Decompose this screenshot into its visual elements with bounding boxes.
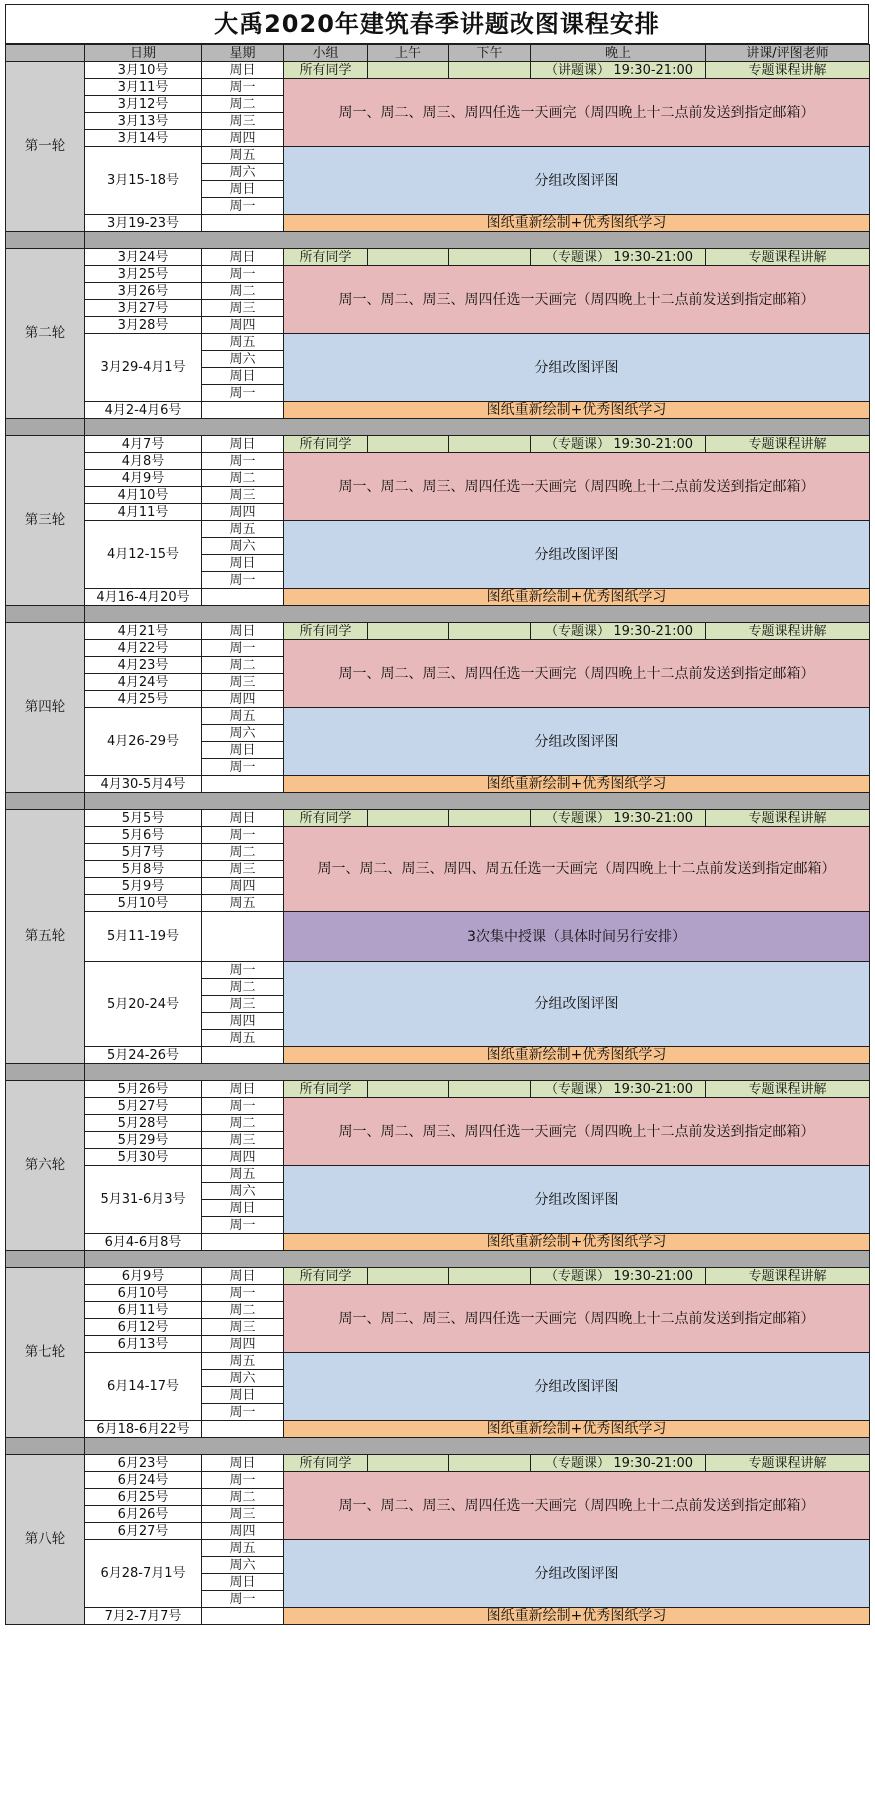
weekday-cell: 周三 [201, 1131, 284, 1149]
date-cell: 6月10号 [84, 1284, 202, 1302]
date-cell: 5月9号 [84, 877, 202, 895]
redraw-date: 7月2-7月7号 [84, 1607, 202, 1625]
lecture-kind: （专题课） [545, 1268, 611, 1284]
round-label: 第二轮 [5, 248, 85, 419]
weekday-cell: 周二 [201, 282, 284, 300]
date-cell: 4月22号 [84, 639, 202, 657]
redraw-session: 图纸重新绘制+优秀图纸学习 [283, 588, 870, 606]
round-label: 第七轮 [5, 1267, 85, 1438]
lecture-time: 19:30-21:00 [613, 1268, 693, 1284]
review-weekday: 周一 [201, 384, 284, 402]
review-weekday: 周五 [201, 1352, 284, 1370]
drawing-task: 周一、周二、周三、周四、周五任选一天画完（周四晚上十二点前发送到指定邮箱） [283, 826, 870, 912]
weekday-cell: 周二 [201, 469, 284, 487]
review-session: 分组改图评图 [283, 1539, 870, 1608]
weekday-cell: 周四 [201, 690, 284, 708]
round-separator [84, 792, 870, 810]
date-cell: 3月26号 [84, 282, 202, 300]
weekday-cell: 周一 [201, 78, 284, 96]
lecture-group: 所有同学 [283, 248, 368, 266]
date-cell: 6月11号 [84, 1301, 202, 1319]
round-label: 第三轮 [5, 435, 85, 606]
weekday-cell: 周一 [201, 1097, 284, 1115]
drawing-task: 周一、周二、周三、周四任选一天画完（周四晚上十二点前发送到指定邮箱） [283, 639, 870, 708]
lecture-evening [530, 1267, 706, 1285]
round-label: 第四轮 [5, 622, 85, 793]
weekday-cell: 周一 [201, 639, 284, 657]
review-weekday: 周五 [201, 520, 284, 538]
review-weekday: 周一 [201, 197, 284, 215]
weekday-cell: 周三 [201, 860, 284, 878]
date-cell: 5月6号 [84, 826, 202, 844]
lecture-time: 19:30-21:00 [613, 249, 693, 265]
date-cell: 6月25号 [84, 1488, 202, 1506]
header-teacher: 讲课/评图老师 [705, 44, 870, 62]
weekday-cell: 周二 [201, 1114, 284, 1132]
weekday-cell: 周二 [201, 843, 284, 861]
weekday-cell: 周四 [201, 503, 284, 521]
drawing-task: 周一、周二、周三、周四任选一天画完（周四晚上十二点前发送到指定邮箱） [283, 1284, 870, 1353]
weekday-cell: 周三 [201, 112, 284, 130]
redraw-session: 图纸重新绘制+优秀图纸学习 [283, 1607, 870, 1625]
review-weekday: 周日 [201, 180, 284, 198]
lecture-kind: （专题课） [545, 1081, 611, 1097]
lecture-kind: （讲题课） [545, 62, 611, 78]
review-weekday: 周日 [201, 1573, 284, 1591]
weekday-cell: 周五 [201, 894, 284, 912]
date-cell: 6月12号 [84, 1318, 202, 1336]
lecture-time: 19:30-21:00 [613, 623, 693, 639]
weekday-cell: 周日 [201, 809, 284, 827]
review-weekday: 周五 [201, 146, 284, 164]
drawing-task: 周一、周二、周三、周四任选一天画完（周四晚上十二点前发送到指定邮箱） [283, 78, 870, 147]
weekday-cell: 周一 [201, 1471, 284, 1489]
review-weekday: 周五 [201, 707, 284, 725]
redraw-date: 4月2-4月6号 [84, 401, 202, 419]
lecture-group: 所有同学 [283, 61, 368, 79]
review-weekday: 周一 [201, 961, 284, 979]
round-separator [84, 1437, 870, 1455]
lecture-group: 所有同学 [283, 1267, 368, 1285]
review-session: 分组改图评图 [283, 520, 870, 589]
lecture-group: 所有同学 [283, 809, 368, 827]
date-cell: 4月9号 [84, 469, 202, 487]
review-weekday: 周日 [201, 741, 284, 759]
review-date: 6月28-7月1号 [84, 1539, 202, 1608]
lecture-teacher: 专题课程讲解 [705, 1267, 870, 1285]
review-weekday: 周六 [201, 724, 284, 742]
review-weekday: 周日 [201, 554, 284, 572]
review-weekday: 周日 [201, 1386, 284, 1404]
redraw-weekday-empty [201, 1233, 284, 1251]
lecture-morning-empty [367, 1080, 449, 1098]
lecture-morning-empty [367, 809, 449, 827]
lecture-group: 所有同学 [283, 435, 368, 453]
drawing-task: 周一、周二、周三、周四任选一天画完（周四晚上十二点前发送到指定邮箱） [283, 1471, 870, 1540]
date-cell: 4月7号 [84, 435, 202, 453]
lecture-time: 19:30-21:00 [613, 62, 693, 78]
date-cell: 6月23号 [84, 1454, 202, 1472]
weekday-cell: 周二 [201, 656, 284, 674]
date-cell: 4月25号 [84, 690, 202, 708]
header-afternoon: 下午 [448, 44, 531, 62]
weekday-cell: 周三 [201, 299, 284, 317]
weekday-cell: 周日 [201, 1080, 284, 1098]
weekday-cell: 周三 [201, 486, 284, 504]
review-weekday: 周五 [201, 1165, 284, 1183]
review-weekday: 周五 [201, 1539, 284, 1557]
redraw-weekday-empty [201, 775, 284, 793]
redraw-session: 图纸重新绘制+优秀图纸学习 [283, 1420, 870, 1438]
weekday-cell: 周日 [201, 1454, 284, 1472]
review-date: 4月26-29号 [84, 707, 202, 776]
weekday-cell: 周日 [201, 435, 284, 453]
date-cell: 5月26号 [84, 1080, 202, 1098]
review-weekday: 周一 [201, 571, 284, 589]
lecture-teacher: 专题课程讲解 [705, 1454, 870, 1472]
lecture-morning-empty [367, 435, 449, 453]
lecture-kind: （专题课） [545, 436, 611, 452]
date-cell: 6月26号 [84, 1505, 202, 1523]
lecture-morning-empty [367, 1454, 449, 1472]
review-weekday: 周一 [201, 1590, 284, 1608]
date-cell: 4月23号 [84, 656, 202, 674]
weekday-cell: 周四 [201, 316, 284, 334]
lecture-morning-empty [367, 1267, 449, 1285]
date-cell: 5月28号 [84, 1114, 202, 1132]
lecture-evening [530, 435, 706, 453]
round-label: 第一轮 [5, 61, 85, 232]
redraw-date: 6月18-6月22号 [84, 1420, 202, 1438]
intensive-session: 3次集中授课（具体时间另行安排） [283, 911, 870, 962]
review-weekday: 周四 [201, 1012, 284, 1030]
review-weekday: 周六 [201, 1556, 284, 1574]
redraw-date: 6月4-6月8号 [84, 1233, 202, 1251]
redraw-session: 图纸重新绘制+优秀图纸学习 [283, 401, 870, 419]
lecture-teacher: 专题课程讲解 [705, 248, 870, 266]
review-weekday: 周五 [201, 333, 284, 351]
weekday-cell: 周一 [201, 265, 284, 283]
date-cell: 5月5号 [84, 809, 202, 827]
weekday-cell: 周四 [201, 1148, 284, 1166]
date-cell: 6月9号 [84, 1267, 202, 1285]
date-cell: 4月21号 [84, 622, 202, 640]
date-cell: 5月8号 [84, 860, 202, 878]
review-date: 5月31-6月3号 [84, 1165, 202, 1234]
weekday-cell: 周日 [201, 622, 284, 640]
header-date: 日期 [84, 44, 202, 62]
weekday-cell: 周四 [201, 129, 284, 147]
redraw-date: 3月19-23号 [84, 214, 202, 232]
intensive-weekday-empty [201, 911, 284, 962]
redraw-weekday-empty [201, 1046, 284, 1064]
date-cell: 5月27号 [84, 1097, 202, 1115]
weekday-cell: 周日 [201, 61, 284, 79]
review-weekday: 周五 [201, 1029, 284, 1047]
date-cell: 6月13号 [84, 1335, 202, 1353]
review-weekday: 周六 [201, 537, 284, 555]
round-separator-left [5, 231, 85, 249]
review-weekday: 周六 [201, 1182, 284, 1200]
redraw-date: 5月24-26号 [84, 1046, 202, 1064]
weekday-cell: 周一 [201, 1284, 284, 1302]
lecture-evening [530, 248, 706, 266]
review-date: 3月29-4月1号 [84, 333, 202, 402]
date-cell: 4月8号 [84, 452, 202, 470]
weekday-cell: 周一 [201, 452, 284, 470]
redraw-weekday-empty [201, 588, 284, 606]
review-date: 3月15-18号 [84, 146, 202, 215]
lecture-teacher: 专题课程讲解 [705, 435, 870, 453]
round-separator [84, 1250, 870, 1268]
round-label: 第五轮 [5, 809, 85, 1064]
redraw-weekday-empty [201, 401, 284, 419]
lecture-time: 19:30-21:00 [613, 1081, 693, 1097]
round-separator-left [5, 792, 85, 810]
weekday-cell: 周四 [201, 1522, 284, 1540]
header-morning: 上午 [367, 44, 449, 62]
drawing-task: 周一、周二、周三、周四任选一天画完（周四晚上十二点前发送到指定邮箱） [283, 452, 870, 521]
review-weekday: 周一 [201, 758, 284, 776]
intensive-date: 5月11-19号 [84, 911, 202, 962]
date-cell: 5月30号 [84, 1148, 202, 1166]
weekday-cell: 周二 [201, 95, 284, 113]
lecture-afternoon-empty [448, 435, 531, 453]
header-cell-blank [5, 44, 85, 62]
weekday-cell: 周三 [201, 1318, 284, 1336]
redraw-weekday-empty [201, 1607, 284, 1625]
date-cell: 4月11号 [84, 503, 202, 521]
drawing-task: 周一、周二、周三、周四任选一天画完（周四晚上十二点前发送到指定邮箱） [283, 265, 870, 334]
review-weekday: 周三 [201, 995, 284, 1013]
date-cell: 6月24号 [84, 1471, 202, 1489]
review-session: 分组改图评图 [283, 1165, 870, 1234]
lecture-time: 19:30-21:00 [613, 436, 693, 452]
lecture-evening [530, 1454, 706, 1472]
round-label: 第八轮 [5, 1454, 85, 1625]
round-separator [84, 231, 870, 249]
date-cell: 3月14号 [84, 129, 202, 147]
lecture-afternoon-empty [448, 1080, 531, 1098]
date-cell: 3月24号 [84, 248, 202, 266]
lecture-teacher: 专题课程讲解 [705, 61, 870, 79]
lecture-evening [530, 61, 706, 79]
date-cell: 3月25号 [84, 265, 202, 283]
round-separator [84, 605, 870, 623]
lecture-evening [530, 622, 706, 640]
review-session: 分组改图评图 [283, 146, 870, 215]
redraw-date: 4月16-4月20号 [84, 588, 202, 606]
lecture-morning-empty [367, 248, 449, 266]
date-cell: 5月10号 [84, 894, 202, 912]
review-weekday: 周六 [201, 1369, 284, 1387]
round-separator [84, 1063, 870, 1081]
header-group: 小组 [283, 44, 368, 62]
weekday-cell: 周四 [201, 1335, 284, 1353]
lecture-evening [530, 1080, 706, 1098]
lecture-evening [530, 809, 706, 827]
weekday-cell: 周日 [201, 248, 284, 266]
review-date: 4月12-15号 [84, 520, 202, 589]
weekday-cell: 周四 [201, 877, 284, 895]
review-session: 分组改图评图 [283, 333, 870, 402]
lecture-group: 所有同学 [283, 1080, 368, 1098]
date-cell: 3月12号 [84, 95, 202, 113]
lecture-kind: （专题课） [545, 249, 611, 265]
review-weekday: 周日 [201, 1199, 284, 1217]
review-date: 5月20-24号 [84, 961, 202, 1047]
date-cell: 6月27号 [84, 1522, 202, 1540]
date-cell: 3月11号 [84, 78, 202, 96]
lecture-group: 所有同学 [283, 622, 368, 640]
weekday-cell: 周三 [201, 1505, 284, 1523]
round-separator-left [5, 1437, 85, 1455]
redraw-date: 4月30-5月4号 [84, 775, 202, 793]
lecture-afternoon-empty [448, 1454, 531, 1472]
review-weekday: 周一 [201, 1403, 284, 1421]
redraw-session: 图纸重新绘制+优秀图纸学习 [283, 1046, 870, 1064]
review-date: 6月14-17号 [84, 1352, 202, 1421]
date-cell: 3月28号 [84, 316, 202, 334]
review-weekday: 周二 [201, 978, 284, 996]
round-separator-left [5, 418, 85, 436]
date-cell: 3月10号 [84, 61, 202, 79]
round-separator-left [5, 605, 85, 623]
date-cell: 4月10号 [84, 486, 202, 504]
review-session: 分组改图评图 [283, 707, 870, 776]
round-separator-left [5, 1250, 85, 1268]
lecture-group: 所有同学 [283, 1454, 368, 1472]
review-weekday: 周一 [201, 1216, 284, 1234]
redraw-session: 图纸重新绘制+优秀图纸学习 [283, 1233, 870, 1251]
round-separator-left [5, 1063, 85, 1081]
review-weekday: 周日 [201, 367, 284, 385]
lecture-afternoon-empty [448, 1267, 531, 1285]
weekday-cell: 周二 [201, 1301, 284, 1319]
drawing-task: 周一、周二、周三、周四任选一天画完（周四晚上十二点前发送到指定邮箱） [283, 1097, 870, 1166]
lecture-kind: （专题课） [545, 623, 611, 639]
lecture-kind: （专题课） [545, 1455, 611, 1471]
lecture-time: 19:30-21:00 [613, 810, 693, 826]
header-weekday: 星期 [201, 44, 284, 62]
review-weekday: 周六 [201, 163, 284, 181]
date-cell: 5月7号 [84, 843, 202, 861]
review-session: 分组改图评图 [283, 961, 870, 1047]
lecture-afternoon-empty [448, 622, 531, 640]
lecture-time: 19:30-21:00 [613, 1455, 693, 1471]
lecture-kind: （专题课） [545, 810, 611, 826]
redraw-weekday-empty [201, 214, 284, 232]
review-weekday: 周六 [201, 350, 284, 368]
redraw-weekday-empty [201, 1420, 284, 1438]
round-separator [84, 418, 870, 436]
lecture-teacher: 专题课程讲解 [705, 1080, 870, 1098]
lecture-morning-empty [367, 622, 449, 640]
page-title: 大禹2020年建筑春季讲题改图课程安排 [5, 4, 869, 44]
date-cell: 5月29号 [84, 1131, 202, 1149]
redraw-session: 图纸重新绘制+优秀图纸学习 [283, 775, 870, 793]
weekday-cell: 周三 [201, 673, 284, 691]
weekday-cell: 周二 [201, 1488, 284, 1506]
weekday-cell: 周一 [201, 826, 284, 844]
date-cell: 4月24号 [84, 673, 202, 691]
header-evening: 晚上 [530, 44, 706, 62]
lecture-afternoon-empty [448, 809, 531, 827]
lecture-teacher: 专题课程讲解 [705, 809, 870, 827]
date-cell: 3月13号 [84, 112, 202, 130]
review-session: 分组改图评图 [283, 1352, 870, 1421]
lecture-teacher: 专题课程讲解 [705, 622, 870, 640]
lecture-morning-empty [367, 61, 449, 79]
weekday-cell: 周日 [201, 1267, 284, 1285]
round-label: 第六轮 [5, 1080, 85, 1251]
lecture-afternoon-empty [448, 248, 531, 266]
lecture-afternoon-empty [448, 61, 531, 79]
redraw-session: 图纸重新绘制+优秀图纸学习 [283, 214, 870, 232]
date-cell: 3月27号 [84, 299, 202, 317]
